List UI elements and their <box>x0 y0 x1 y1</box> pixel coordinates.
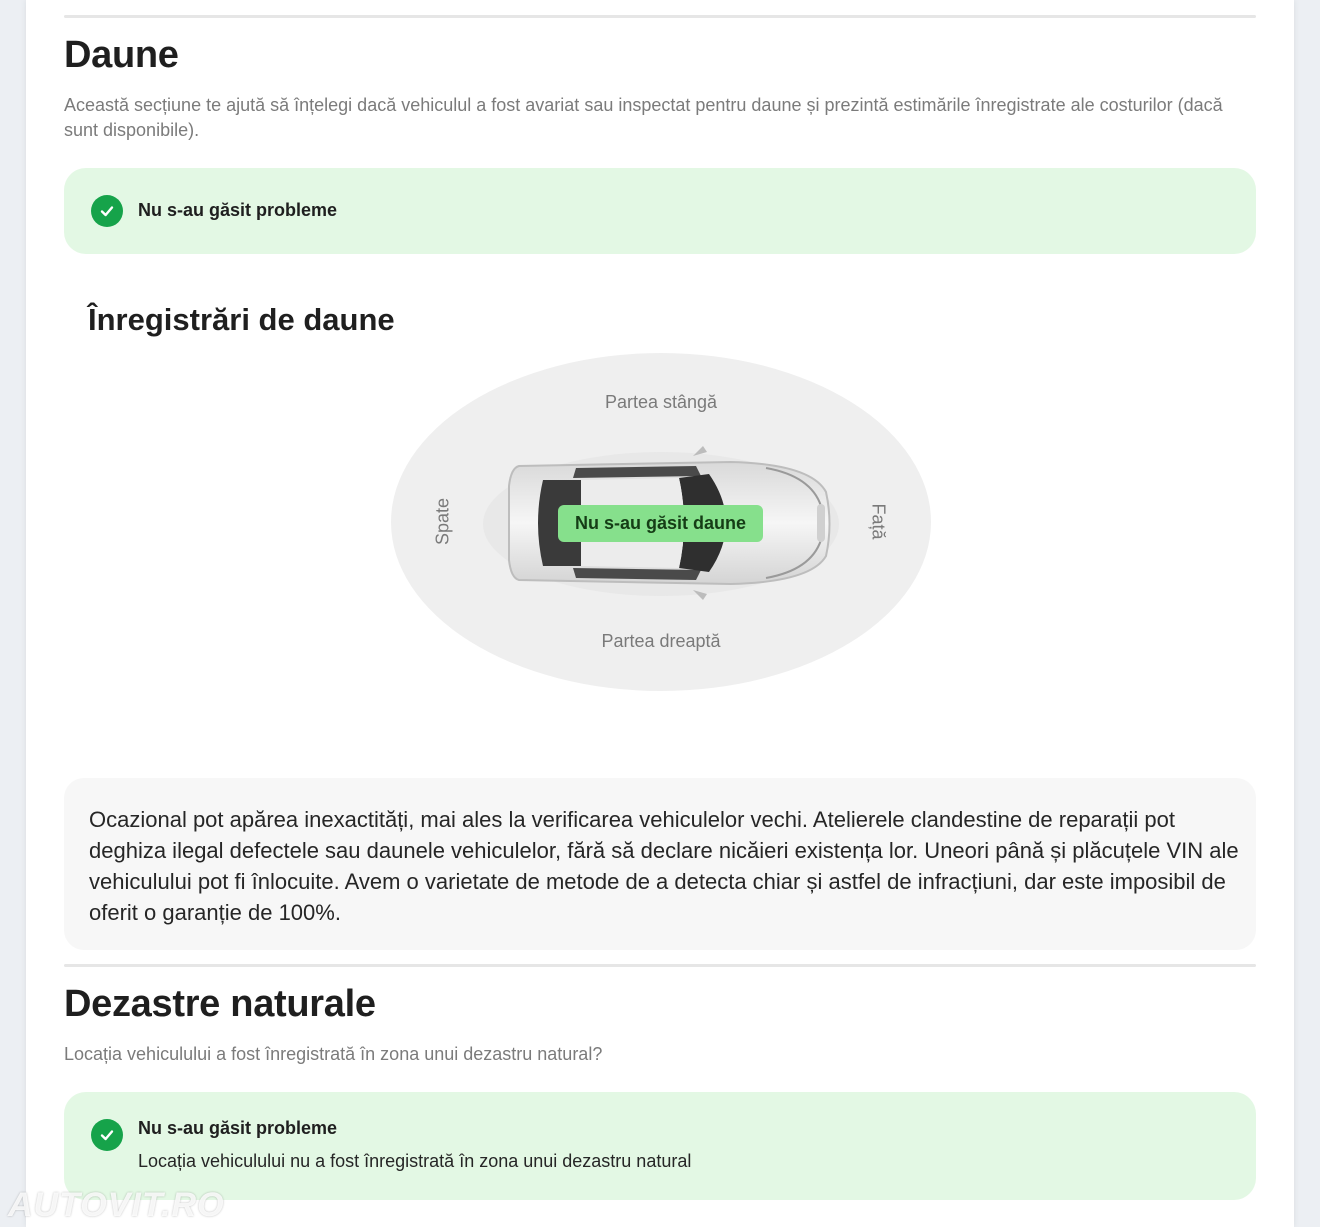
check-circle-icon <box>91 195 123 227</box>
disaster-status-detail: Locația vehiculului nu a fost înregistrată în zona unui dezastru natural <box>138 1151 692 1171</box>
left-side-label: Partea stângă <box>604 392 718 412</box>
right-side-label: Partea dreaptă <box>601 631 721 651</box>
no-damage-badge: Nu s-au găsit daune <box>558 505 763 542</box>
check-circle-icon <box>91 1119 123 1151</box>
disaster-section-title: Dezastre naturale <box>64 983 376 1025</box>
disaster-section-description: Locația vehiculului a fost înregistrată în zona unui dezastru natural? <box>64 1044 603 1064</box>
section-divider <box>64 15 1256 18</box>
disaster-status-box <box>64 1092 1256 1200</box>
disclaimer-box <box>64 778 1256 950</box>
watermark-logo: AUTOVIT.RO <box>8 1186 225 1224</box>
section-divider <box>64 964 1256 967</box>
front-label: Față <box>868 503 889 540</box>
damage-status-title: Nu s-au găsit probleme <box>138 200 338 220</box>
rear-label: Spate <box>432 497 453 546</box>
damage-records-heading: Înregistrări de daune <box>88 302 395 337</box>
damage-section-description: Această secțiune te ajută să înțelegi dacă vehiculul a fost avariat sau inspectat pentru daune și prezintă estimările înregistrate ale costurilor (dacă sunt disponibile). <box>64 95 1223 140</box>
disclaimer-text: Ocazional pot apărea inexactități, mai ales la verificarea vehiculelor vechi. Atelierele clandestine de reparații pot deghiza ilegal defectele sau daunele vehiculelor, fără să declare nicăieri existența lor. Uneori până și plăcuțele VIN ale vehiculului pot fi înlocuite. Avem o varietate de metode de a detecta chiar și astfel de infracțiuni, dar este imposibil de oferit o garanție de 100%. <box>89 807 1239 925</box>
report-page <box>26 0 1294 1227</box>
damage-section-title: Daune <box>64 34 179 76</box>
disaster-status-title: Nu s-au găsit probleme <box>138 1118 338 1138</box>
damage-status-box <box>64 168 1256 254</box>
